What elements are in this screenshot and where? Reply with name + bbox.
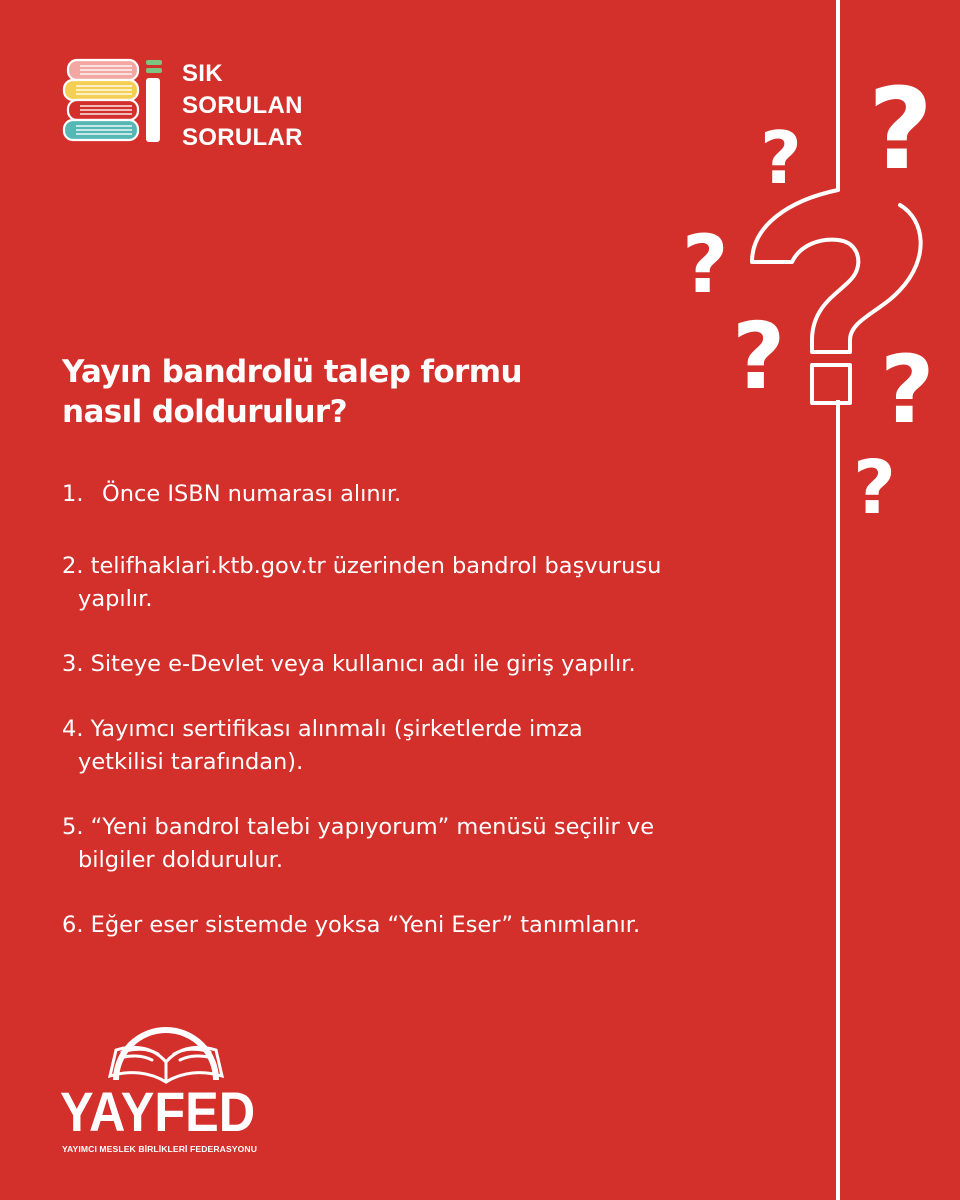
faq-badge <box>62 54 322 154</box>
question-mark-icon: ? <box>880 336 935 445</box>
yayfed-logo <box>58 1010 288 1160</box>
step-number: 3. <box>62 651 84 677</box>
step-text: Önce ISBN numarası alınır. <box>102 481 402 507</box>
step-text: Eğer eser sistemde yoksa “Yeni Eser” tanımlanır. <box>90 912 641 938</box>
list-item <box>62 811 822 877</box>
title-line-1: Yayın bandrolü talep formu <box>62 354 522 390</box>
step-text-continued: yapılır. <box>78 586 153 612</box>
step-number: 6. <box>62 912 84 938</box>
question-mark-icon: ? <box>868 65 933 195</box>
step-text-continued: bilgiler doldurulur. <box>78 847 284 873</box>
books-stack-icon <box>62 54 172 154</box>
badge-line-3: SORULAR <box>182 124 303 151</box>
open-book-arch-icon <box>58 1010 288 1090</box>
list-item <box>62 909 822 942</box>
question-mark-icon: ? <box>682 218 729 311</box>
page-title <box>62 352 682 432</box>
step-text: “Yeni bandrol talebi yapıyorum” menüsü seçilir ve <box>90 814 655 840</box>
step-number: 5. <box>62 814 84 840</box>
question-mark-icon: ? <box>853 445 896 531</box>
logo-subtitle: YAYIMCI MESLEK BİRLİKLERİ FEDERASYONU <box>62 1144 258 1154</box>
list-item <box>62 648 822 681</box>
step-number: 4. <box>62 716 84 742</box>
step-number: 2. <box>62 553 84 579</box>
title-line-2: nasıl doldurulur? <box>62 394 347 430</box>
step-text: telifhaklari.ktb.gov.tr üzerinden bandrol başvurusu <box>90 553 662 579</box>
badge-title <box>182 58 303 154</box>
badge-line-2: SORULAN <box>182 92 303 119</box>
step-text-continued: yetkilisi tarafından). <box>78 749 304 775</box>
list-item <box>62 478 822 511</box>
logo-wordmark: YAYFED <box>60 1080 256 1143</box>
question-mark-icon: ? <box>732 303 786 410</box>
list-item <box>62 713 822 779</box>
step-text: Siteye e-Devlet veya kullanıcı adı ile giriş yapılır. <box>90 651 636 677</box>
step-text: Yayımcı sertifikası alınmalı (şirketlerde imza <box>90 716 583 742</box>
steps-list <box>62 478 822 942</box>
question-mark-icon: ? <box>760 116 802 200</box>
list-item <box>62 550 822 616</box>
badge-line-1: SIK <box>182 60 223 87</box>
step-number: 1. <box>62 481 84 507</box>
